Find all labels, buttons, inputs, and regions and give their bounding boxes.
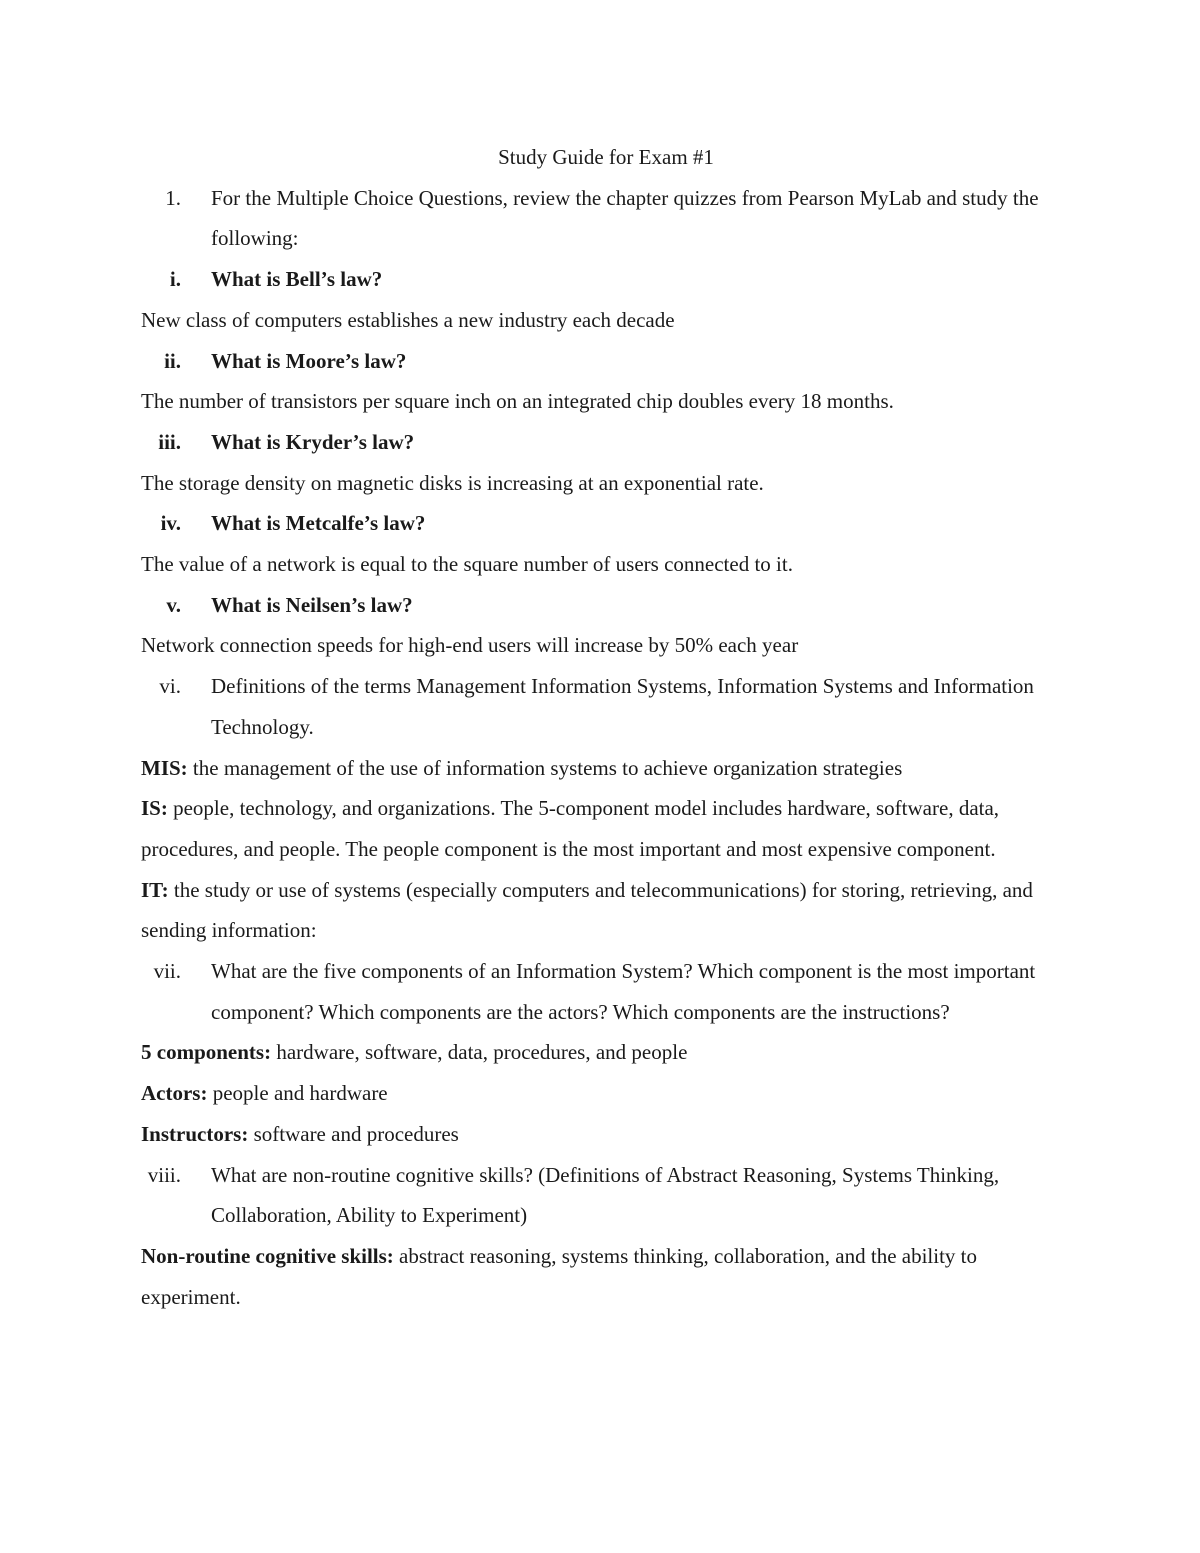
answer-label: Actors: (141, 1081, 208, 1106)
document-body (141, 137, 1061, 1317)
answer-instructors (141, 1114, 1061, 1155)
question-number: iv. (160, 511, 181, 536)
answer-actors (141, 1073, 1061, 1114)
question-text: What are non-routine cognitive skills? (Definitions of Abstract Reasoning, Systems Thinking, Collaboration, Ability to Experiment) (211, 1162, 1000, 1228)
answer-label: Instructors: (141, 1121, 249, 1146)
question-cognitive-skills (141, 1155, 1061, 1236)
question-five-components (141, 951, 1061, 1032)
answer-label: IS: (141, 796, 168, 821)
answer-text: software and procedures (253, 1121, 459, 1146)
question-text: What is Metcalfe’s law? (211, 511, 426, 536)
question-text: What is Bell’s law? (211, 267, 383, 292)
question-number: vi. (159, 674, 181, 699)
answer-label: MIS: (141, 755, 188, 780)
answer-text: abstract reasoning, systems thinking, collaboration, and the ability to experiment. (141, 1243, 978, 1309)
answer-text: people and hardware (212, 1081, 388, 1106)
question-text: What is Kryder’s law? (211, 429, 415, 454)
answer-moores-law: The number of transistors per square inch on an integrated chip doubles every 18 months. (141, 389, 894, 414)
question-bells-law (141, 259, 1061, 300)
intro-number: 1. (165, 185, 181, 210)
question-neilsens-law (141, 585, 1061, 626)
intro-item (141, 178, 1061, 259)
question-definitions (141, 666, 1061, 747)
answer-kryders-law: The storage density on magnetic disks is increasing at an exponential rate. (141, 470, 764, 495)
question-text: What is Neilsen’s law? (211, 592, 413, 617)
question-number: iii. (158, 429, 181, 454)
question-number: i. (169, 267, 181, 292)
answer-label: 5 components: (141, 1040, 272, 1065)
question-number: viii. (147, 1162, 181, 1187)
answer-text: the study or use of systems (especially computers and telecommunications) for storing, retrieving, and sending information: (141, 877, 1033, 943)
question-kryders-law (141, 422, 1061, 463)
answer-neilsens-law: Network connection speeds for high-end users will increase by 50% each year (141, 633, 799, 658)
question-text: What is Moore’s law? (211, 348, 407, 373)
question-metcalfes-law (141, 503, 1061, 544)
answer-label: Non-routine cognitive skills: (141, 1243, 394, 1268)
answer-text: the management of the use of information systems to achieve organization strategies (192, 755, 903, 780)
intro-text: For the Multiple Choice Questions, review the chapter quizzes from Pearson MyLab and study the following: (211, 185, 1039, 251)
question-number: ii. (164, 348, 181, 373)
question-number: vii. (153, 959, 181, 984)
answer-metcalfes-law: The value of a network is equal to the square number of users connected to it. (141, 552, 793, 577)
answer-text: people, technology, and organizations. The 5-component model includes hardware, software, data, procedures, and people. The people component is the most important and most expensive component. (141, 796, 1000, 861)
answer-components (141, 1032, 1061, 1073)
answer-is (141, 788, 1061, 869)
answer-bells-law: New class of computers establishes a new industry each decade (141, 307, 675, 332)
question-text: Definitions of the terms Management Information Systems, Information Systems and Information Technology. (211, 674, 1034, 739)
answer-cognitive-skills (141, 1236, 1061, 1317)
answer-text: hardware, software, data, procedures, and people (276, 1040, 688, 1065)
question-number: v. (166, 592, 181, 617)
answer-mis (141, 748, 1061, 789)
question-moores-law (141, 341, 1061, 382)
answer-it (141, 870, 1061, 951)
document-title: Study Guide for Exam #1 (498, 145, 714, 169)
question-text: What are the five components of an Information System? Which component is the most important component? Which components are the actors? Which components are the instructions? (211, 959, 1036, 1024)
answer-label: IT: (141, 877, 169, 902)
